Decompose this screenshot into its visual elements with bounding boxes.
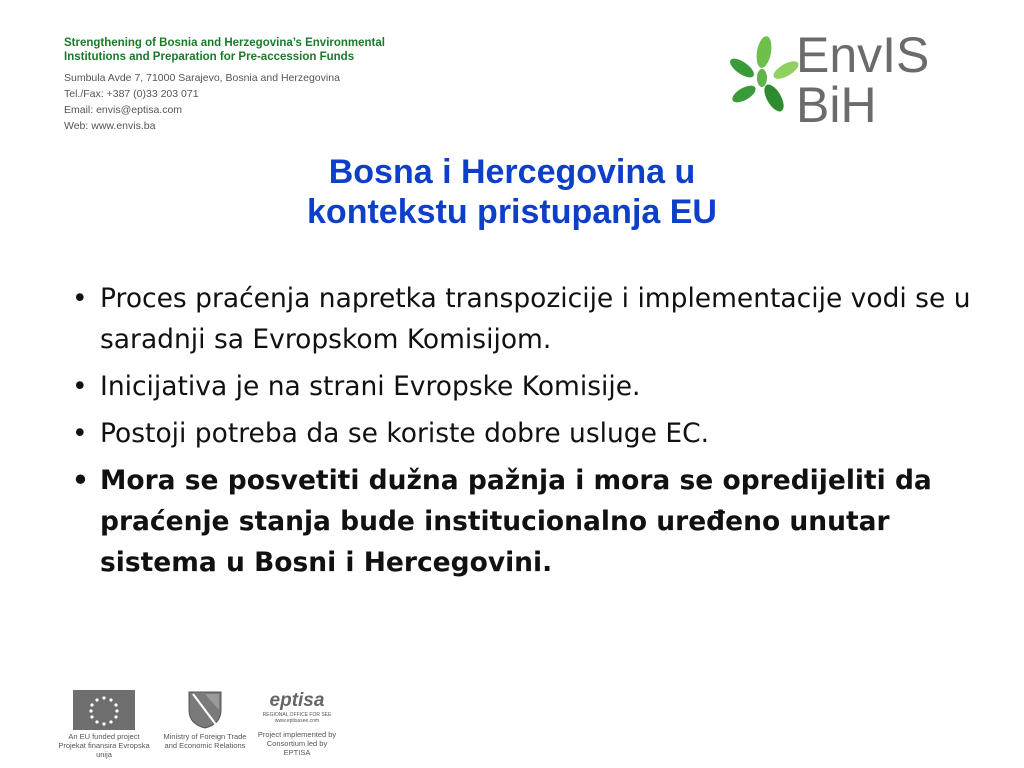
footer-eu — [52, 690, 156, 759]
email-text: Email: envis@eptisa.com — [64, 104, 183, 116]
eptisa-website: www.eptisasee.com — [274, 718, 320, 724]
bullet-text: Postoji potreba da se koriste dobre usluge EC. — [100, 418, 710, 449]
eptisa-caption-line2: Consortium led by EPTISA — [266, 739, 328, 757]
envis-bih-logo — [722, 28, 962, 128]
bullet-item — [72, 413, 980, 454]
footer-ministry — [160, 690, 250, 750]
logo-text-envis: EnvIS — [796, 28, 930, 83]
bullet-text: Inicijativa je na strani Evropske Komisije. — [100, 371, 641, 402]
organization-title-line1: Strengthening of Bosnia and Herzegovina’s Environmental — [64, 37, 385, 49]
slide-title-line1: Bosna i Hercegovina u — [328, 153, 696, 191]
bullet-dot-icon: • — [72, 465, 89, 496]
eu-caption-line2: Projekat finansira Evropska unija — [58, 741, 150, 759]
ministry-caption-line1: Ministry of Foreign Trade — [163, 732, 247, 741]
eu-flag-icon — [73, 690, 135, 730]
phone-text: Tel./Fax: +387 (0)33 203 071 — [64, 88, 199, 100]
organization-title — [64, 36, 504, 64]
ministry-caption-line2: and Economic Relations — [164, 741, 246, 750]
bullet-item-emphasized — [72, 460, 980, 583]
slide-title-line2: kontekstu pristupanja EU — [307, 193, 717, 231]
slide-title — [200, 152, 824, 232]
leaf-flower-icon — [727, 35, 801, 114]
web-text: Web: www.envis.ba — [64, 120, 156, 132]
footer-eptisa — [254, 690, 340, 757]
bullet-list — [72, 278, 980, 589]
bullet-dot-icon: • — [72, 418, 88, 449]
eu-caption-line1: An EU funded project — [68, 732, 140, 741]
bullet-item — [72, 366, 980, 407]
bullet-dot-icon: • — [72, 371, 88, 402]
bih-coat-of-arms-icon — [187, 690, 223, 730]
bullet-text: Proces praćenja napretka transpozicije i implementacije vodi se u saradnji sa Evropskom Komisijom. — [100, 283, 971, 355]
bullet-text: Mora se posvetiti dužna pažnja i mora se opredijeliti da praćenje stanja bude institucionalno uređeno unutar sistema u Bosni i Hercegovini. — [100, 465, 932, 578]
bullet-dot-icon: • — [72, 283, 88, 314]
eptisa-subtitle: REGIONAL OFFICE FOR SEE — [262, 712, 332, 718]
logo-text-bih: BiH — [796, 77, 877, 128]
eptisa-caption-line1: Project implemented by — [257, 730, 337, 739]
bullet-item — [72, 278, 980, 360]
address-text: Sumbula Avde 7, 71000 Sarajevo, Bosnia and Herzegovina — [64, 72, 340, 84]
organization-title-line2: Institutions and Preparation for Pre-accession Funds — [64, 51, 355, 63]
eptisa-logo: eptisa — [269, 690, 325, 711]
